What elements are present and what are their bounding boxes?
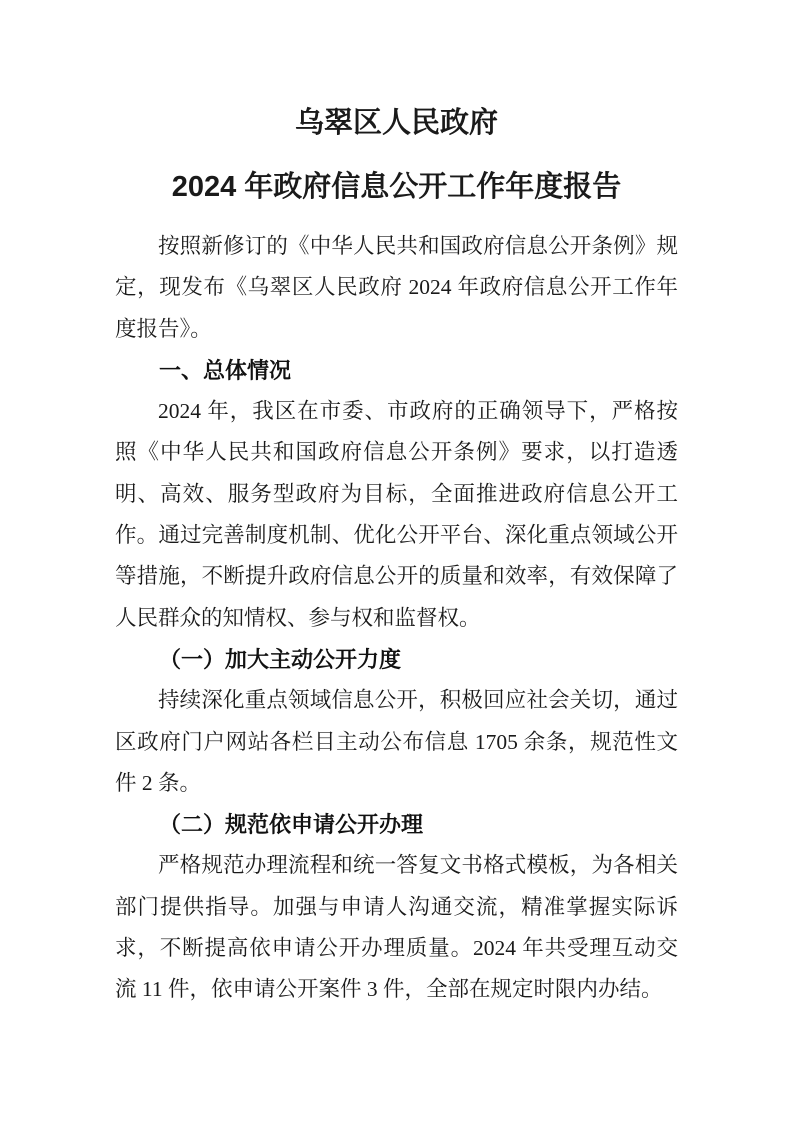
section-1-paragraph: 2024 年，我区在市委、市政府的正确领导下，严格按照《中华人民共和国政府信息公开条例》要求，以打造透明、高效、服务型政府为目标，全面推进政府信息公开工作。通过完善制度机制、优化公开平台、深化重点领域公开等措施，不断提升政府信息公开的质量和效率，有效保障了人民群众的知情权、参与权和监督权。: [115, 399, 678, 630]
subsection-2-paragraph: 严格规范办理流程和统一答复文书格式模板，为各相关部门提供指导。加强与申请人沟通交流，精准掌握实际诉求，不断提高依申请公开办理质量。2024 年共受理互动交流 11 件，依申请公开案件 3 件，全部在规定时限内办结。: [115, 853, 678, 1002]
section-1-heading: 一、总体情况: [159, 357, 292, 383]
subsection-1-paragraph: 持续深化重点领域信息公开，积极回应社会关切，通过区政府门户网站各栏目主动公布信息 1705 余条，规范性文件 2 条。: [115, 688, 678, 795]
document-title-line2: 2024 年政府信息公开工作年度报告: [171, 171, 622, 203]
intro-paragraph: 按照新修订的《中华人民共和国政府信息公开条例》规定，现发布《乌翠区人民政府 2024 年政府信息公开工作年度报告》。: [115, 234, 678, 341]
subsection-1-heading: （一）加大主动公开力度: [159, 646, 402, 672]
document-title-line1: 乌翠区人民政府: [294, 107, 498, 139]
subsection-2-heading: （二）规范依申请公开办理: [159, 812, 424, 838]
